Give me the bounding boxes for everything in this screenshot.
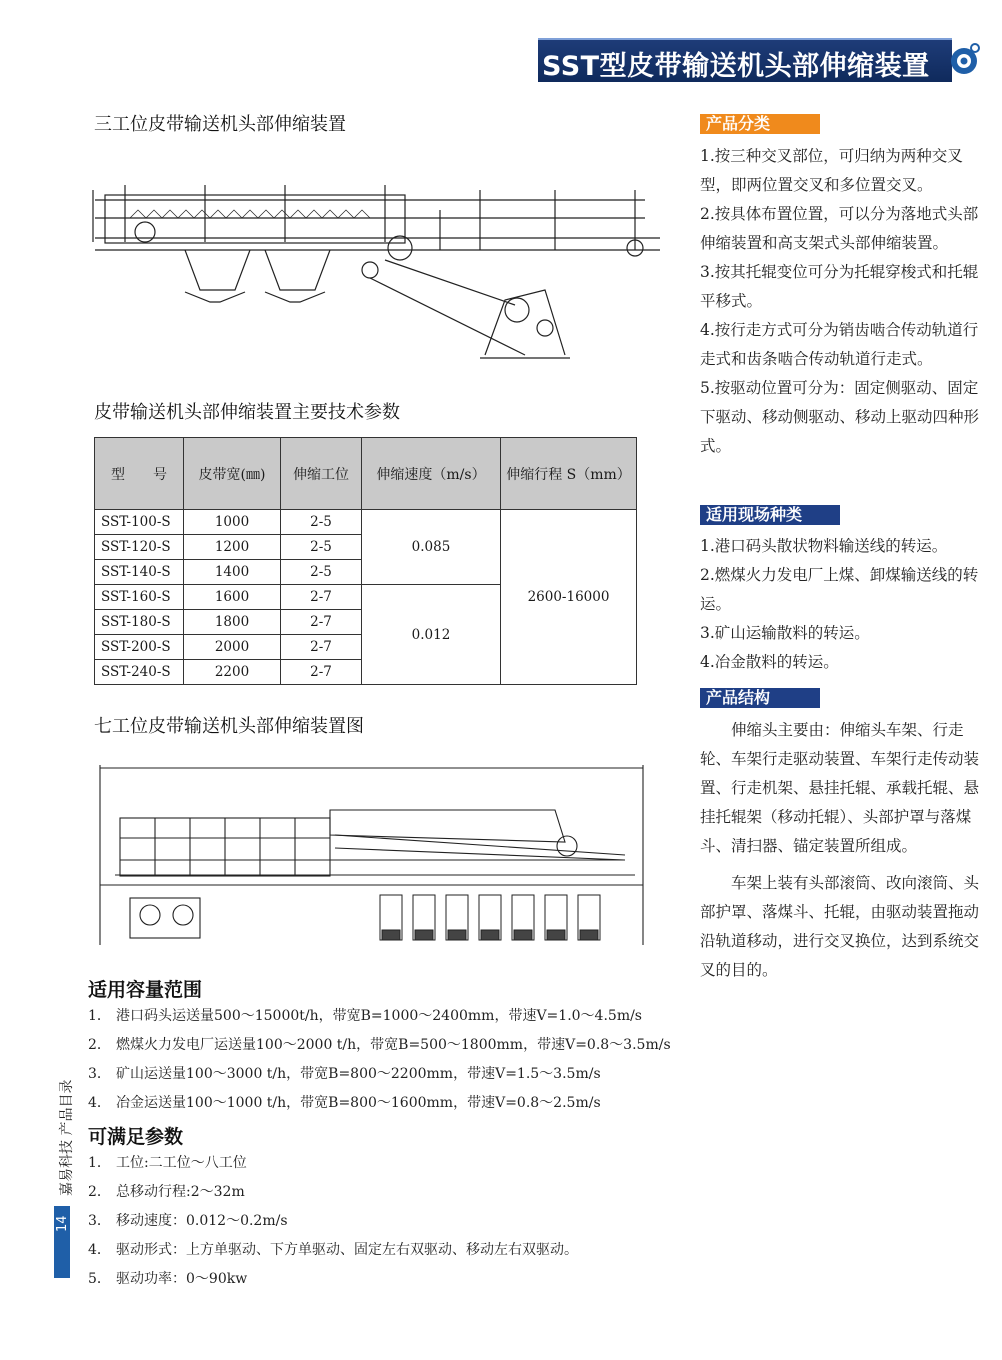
catalog-label: 嘉易科技 产品目录	[59, 1079, 75, 1196]
column-header-positions: 伸缩工位	[281, 438, 362, 510]
cell-model: SST-120-S	[95, 535, 184, 560]
list-item	[88, 1265, 578, 1294]
params-heading: 可满足参数	[88, 1126, 184, 1148]
structure-tag: 产品结构	[700, 688, 820, 708]
cell-stroke: 2600-16000	[501, 510, 637, 685]
seven-position-conveyor-diagram	[95, 760, 650, 950]
cell-width: 2200	[184, 660, 281, 685]
cell-width: 1600	[184, 585, 281, 610]
list-item-text: 矿山运送量100～3000 t/h，带宽B=800～2200mm，带速V=1.5～3.5m/s	[116, 1066, 601, 1082]
list-item	[88, 1060, 671, 1089]
paragraph: 伸缩头主要由：伸缩头车架、行走轮、车架行走驱动装置、车架行走传动装置、行走机架、悬挂托辊、承载托辊、悬挂托辊架（移动托辊）、头部护罩与落煤斗、清扫器、锚定装置所组成。	[700, 721, 980, 855]
cell-width: 1400	[184, 560, 281, 585]
cell-positions: 2-5	[281, 535, 362, 560]
capacity-heading: 适用容量范围	[88, 979, 203, 1001]
paragraph: 4.按行走方式可分为销齿啮合传动轨道行走式和齿条啮合传动轨道行走式。	[700, 321, 979, 368]
paragraph: 2.燃煤火力发电厂上煤、卸煤输送线的转运。	[700, 566, 979, 613]
list-item	[88, 1236, 578, 1265]
classification-tag: 产品分类	[700, 114, 820, 134]
column-header-speed: 伸缩速度（m/s）	[362, 438, 501, 510]
cell-width: 2000	[184, 635, 281, 660]
cell-model: SST-100-S	[95, 510, 184, 535]
list-item-number: 3．	[88, 1066, 111, 1082]
company-logo-icon	[950, 42, 982, 76]
paragraph: 车架上装有头部滚筒、改向滚筒、头部护罩、落煤斗、托辊，由驱动装置拖动沿轨道移动，进行交叉换位，达到系统交叉的目的。	[700, 874, 980, 979]
cell-speed: 0.012	[362, 585, 501, 685]
column-header-stroke: 伸缩行程 S（mm）	[501, 438, 637, 510]
capacity-list	[88, 1002, 671, 1118]
list-item	[88, 1178, 578, 1207]
cell-speed: 0.085	[362, 510, 501, 585]
list-item-number: 2．	[88, 1037, 111, 1053]
list-item	[88, 1207, 578, 1236]
cell-positions: 2-5	[281, 560, 362, 585]
paragraph: 1.港口码头散状物料输送线的转运。	[700, 537, 948, 555]
paragraph: 1.按三种交叉部位，可归纳为两种交叉型，即两位置交叉和多位置交叉。	[700, 147, 963, 194]
cell-model: SST-200-S	[95, 635, 184, 660]
cell-positions: 2-7	[281, 660, 362, 685]
cell-model: SST-180-S	[95, 610, 184, 635]
list-item-text: 港口码头运送量500～15000t/h，带宽B=1000～2400mm，带速V=1.0～4.5m/s	[116, 1008, 642, 1024]
column-header-model: 型 号	[95, 438, 184, 510]
list-item-text: 工位:二工位～八工位	[116, 1155, 247, 1171]
title-banner	[538, 38, 952, 82]
list-item-number: 5．	[88, 1271, 111, 1287]
applicable-tag: 适用现场种类	[700, 505, 840, 525]
cell-model: SST-140-S	[95, 560, 184, 585]
paragraph: 3.按其托辊变位可分为托辊穿梭式和托辊平移式。	[700, 263, 979, 310]
applicable-text	[700, 532, 984, 677]
table-header-row	[95, 438, 637, 510]
list-item	[88, 1149, 578, 1178]
list-item	[88, 1031, 671, 1060]
cell-width: 1000	[184, 510, 281, 535]
list-item-text: 驱动功率：0～90kw	[116, 1271, 248, 1287]
table-title: 皮带输送机头部伸缩装置主要技术参数	[94, 402, 400, 423]
list-item	[88, 1002, 671, 1031]
diagram1-title: 三工位皮带输送机头部伸缩装置	[94, 114, 346, 135]
paragraph: 5.按驱动位置可分为：固定侧驱动、固定下驱动、移动侧驱动、移动上驱动四种形式。	[700, 379, 980, 455]
list-item-number: 2．	[88, 1184, 111, 1200]
page-title: SST型皮带输送机头部伸缩装置	[542, 51, 930, 82]
list-item-text: 移动速度：0.012～0.2m/s	[116, 1213, 288, 1229]
structure-text	[700, 716, 984, 985]
paragraph: 4.冶金散料的转运。	[700, 653, 839, 671]
list-item-text: 燃煤火力发电厂运送量100～2000 t/h，带宽B=500～1800mm，带速V=0.8～3.5m/s	[116, 1037, 671, 1053]
list-item-number: 1．	[88, 1008, 111, 1024]
cell-model: SST-240-S	[95, 660, 184, 685]
cell-positions: 2-7	[281, 610, 362, 635]
cell-positions: 2-7	[281, 585, 362, 610]
column-header-belt-width: 皮带宽(㎜)	[184, 438, 281, 510]
list-item-text: 总移动行程:2～32m	[116, 1184, 245, 1200]
spec-table	[94, 437, 637, 685]
list-item	[88, 1089, 671, 1118]
cell-width: 1800	[184, 610, 281, 635]
paragraph: 3.矿山运输散料的转运。	[700, 624, 870, 642]
list-item-number: 3．	[88, 1213, 111, 1229]
table-row	[95, 510, 637, 535]
cell-model: SST-160-S	[95, 585, 184, 610]
list-item-number: 4．	[88, 1095, 111, 1111]
classification-text	[700, 142, 984, 461]
list-item-number: 4．	[88, 1242, 111, 1258]
cell-positions: 2-5	[281, 510, 362, 535]
cell-positions: 2-7	[281, 635, 362, 660]
diagram2-title: 七工位皮带输送机头部伸缩装置图	[94, 716, 364, 737]
list-item-text: 冶金运送量100～1000 t/h，带宽B=800～1600mm，带速V=0.8～2.5m/s	[116, 1095, 601, 1111]
page-number: 14	[55, 1215, 70, 1232]
list-item-text: 驱动形式：上方单驱动、下方单驱动、固定左右双驱动、移动左右双驱动。	[116, 1242, 578, 1258]
cell-width: 1200	[184, 535, 281, 560]
paragraph: 2.按具体布置位置，可以分为落地式头部伸缩装置和高支架式头部伸缩装置。	[700, 205, 979, 252]
params-list	[88, 1149, 578, 1294]
list-item-number: 1．	[88, 1155, 111, 1171]
three-position-conveyor-diagram	[85, 180, 675, 365]
